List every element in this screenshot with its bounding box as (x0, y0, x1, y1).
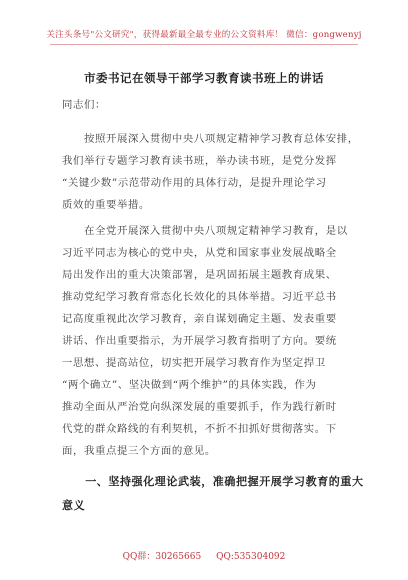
salutation: 同志们： (62, 99, 106, 111)
document-title: 市委书记在领导干部学习教育读书班上的讲话 (84, 71, 324, 85)
section-heading-1 (62, 470, 364, 518)
paragraph-line: 讲话、作出重要指示，为开展学习教育指明了方向。要统 (62, 335, 337, 347)
paragraph-1 (62, 128, 359, 216)
paragraph-line: 局出发作出的重大决策部署，是巩固拓展主题教育成果、 (62, 269, 337, 281)
qq-text: QQ:535304092 (216, 552, 286, 562)
paragraph-line: 质效的重要举措。 (62, 199, 150, 211)
paragraph-line: 按照开展深入贯彻中央八项规定精神学习教育总体安排， (62, 133, 359, 145)
paragraph-line: 代党的群众路线的有利契机，不折不扣抓好贯彻落实。下 (62, 423, 337, 435)
paragraph-2 (62, 220, 354, 462)
header-divider (50, 44, 358, 45)
paragraph-line: 推动党纪学习教育常态化长效化的具体举措。习近平总书 (62, 291, 337, 303)
paragraph-line: 记高度重视此次学习教育，亲自谋划确定主题、发表重要 (62, 313, 337, 325)
paragraph-line: “关键少数”示范带动作用的具体行动，是提升理论学习 (62, 177, 327, 189)
heading-line: 意义 (62, 499, 86, 512)
paragraph-line: 在全党开展深入贯彻中央八项规定精神学习教育，是以 (62, 225, 348, 237)
footer (0, 549, 408, 562)
paragraph-line: 习近平同志为核心的党中央，从党和国家事业发展战略全 (62, 247, 337, 259)
header-banner: 关注头条号"公文研究"，获得最新最全最专业的公文资料库！ 微信：gongwenyj (46, 30, 362, 40)
heading-line: 一、坚持强化理论武装，准确把握开展学习教育的重大 (62, 475, 364, 488)
qq-group-text: QQ群：30265665 (122, 552, 202, 562)
paragraph-line: 面，我重点提三个方面的意见。 (62, 445, 216, 457)
paragraph-line: “两个确立”、坚决做到“两个维护”的具体实践，作为 (62, 379, 317, 391)
paragraph-line: 一思想、提高站位，切实把开展学习教育作为坚定捍卫 (62, 357, 326, 369)
paragraph-line: 推动全面从严治党向纵深发展的重要抓手，作为践行新时 (62, 401, 337, 413)
paragraph-line: 我们举行专题学习教育读书班，举办读书班，是党分发挥 (62, 155, 337, 167)
